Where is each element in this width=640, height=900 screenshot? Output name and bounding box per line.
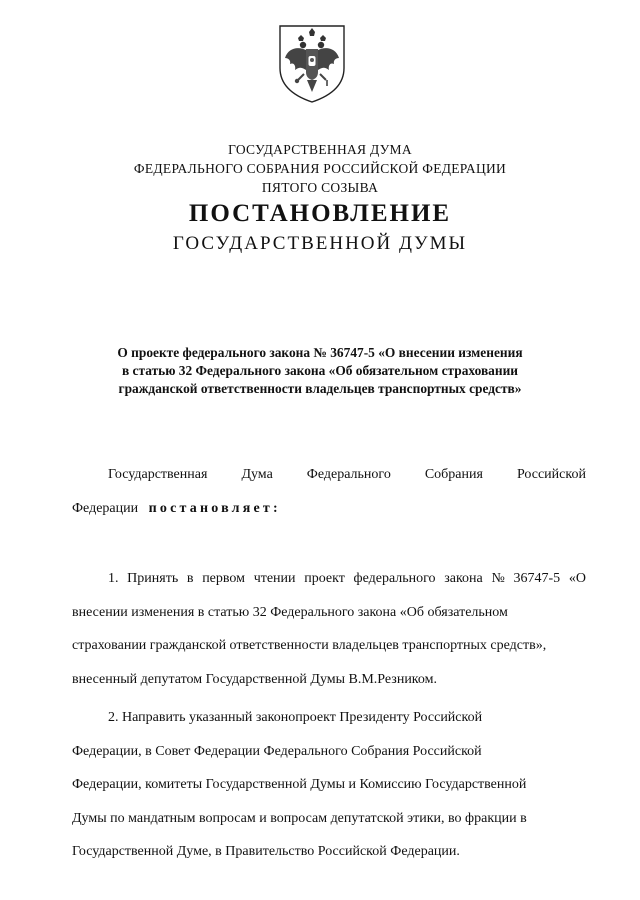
word: № [491, 571, 505, 586]
clause-1-text: внесенный депутатом Государственной Думы В.М.Резником. [72, 671, 437, 687]
preamble-text: Федерации [72, 500, 139, 516]
preamble-paragraph [72, 465, 586, 532]
word: 1. [108, 571, 119, 586]
clause-1-line-4 [72, 670, 586, 704]
document-type-title: ПОСТАНОВЛЕНИЕ [188, 200, 452, 227]
word: «О [568, 571, 586, 586]
word: закона [444, 571, 483, 586]
clause-2-line-3 [72, 775, 586, 809]
preamble-word: Собрания [424, 467, 483, 482]
preamble-word: Дума [241, 467, 273, 482]
header-line-3: ПЯТОГО СОЗЫВА [261, 180, 379, 195]
word: проект [304, 571, 345, 586]
clause-1-line-1 [72, 569, 586, 603]
clause-2-line-1 [72, 708, 586, 742]
clause-1-paragraph [72, 569, 586, 703]
clause-1-line-2 [72, 603, 586, 637]
clause-1-text: страховании гражданской ответственности владельцев транспортных средств», [72, 638, 547, 653]
header-line-1: ГОСУДАРСТВЕННАЯ ДУМА [228, 142, 412, 157]
clause-2-line-4 [72, 809, 586, 843]
preamble-line-1 [72, 465, 586, 499]
word: 36747-5 [513, 571, 561, 586]
clause-2-line-5 [72, 842, 586, 876]
clause-1-line-3 [72, 636, 586, 670]
word: чтении [253, 571, 296, 586]
document-subject [60, 344, 580, 398]
clause-2-text: Думы по мандатным вопросам и вопросам депутатской этики, во фракции в [72, 810, 527, 826]
clause-2-text: 2. Направить указанный законопроект Президенту Российской [108, 710, 483, 725]
subject-line-3: гражданской ответственности владельцев транспортных средств» [118, 381, 522, 396]
word: первом [202, 571, 246, 586]
preamble-word: Государственная [108, 467, 208, 482]
coat-of-arms-icon [276, 22, 348, 104]
document-issuer-title: ГОСУДАРСТВЕННОЙ ДУМЫ [172, 233, 468, 254]
clause-2-line-2 [72, 742, 586, 776]
clause-2-paragraph [72, 708, 586, 876]
preamble-word: Российской [516, 467, 586, 482]
clause-2-text: Федерации, комитеты Государственной Думы и Комиссию Государственной [72, 777, 527, 792]
clause-2-text: Федерации, в Совет Федерации Федерального Собрания Российской [72, 743, 482, 759]
word: федерального [353, 571, 436, 586]
preamble-line-2 [72, 499, 586, 533]
preamble-word: Федерального [306, 467, 391, 482]
decree-verb: постановляет: [148, 500, 281, 516]
clause-2-text: Государственной Думе, в Правительство Российской Федерации. [72, 844, 460, 859]
word: Принять [127, 571, 179, 586]
word: в [186, 571, 194, 586]
issuing-body-header [0, 140, 640, 197]
subject-line-1: О проекте федерального закона № 36747-5 «О внесении изменения [117, 345, 523, 360]
subject-line-2: в статью 32 Федерального закона «Об обязательном страховании [121, 363, 519, 378]
header-line-2: ФЕДЕРАЛЬНОГО СОБРАНИЯ РОССИЙСКОЙ ФЕДЕРАЦИИ [133, 161, 507, 176]
clause-1-text: внесении изменения в статью 32 Федерального закона «Об обязательном [72, 604, 508, 620]
